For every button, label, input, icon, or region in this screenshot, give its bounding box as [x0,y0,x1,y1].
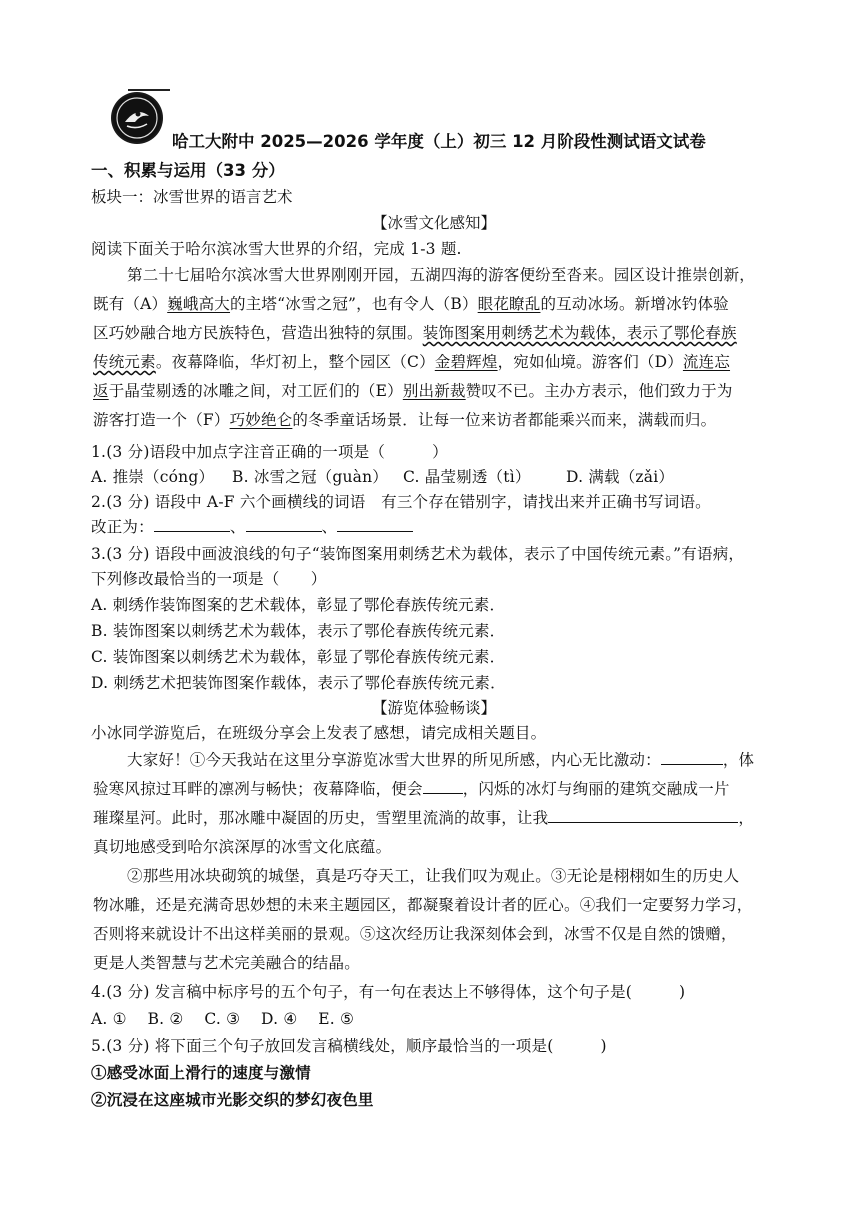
passage-line: 第二十七届哈尔滨冰雪大世界刚刚开园，五湖四海的游客便纷至沓来。园区设计推崇创新， [127,266,756,284]
word-d: 流连忘 [682,353,731,371]
speech-blank-3[interactable] [548,808,738,823]
answer-blank[interactable] [154,517,230,532]
speech-line [93,808,754,828]
question-1: 1.(3 分)语段中加点字注音正确的一项是（ ） [91,443,448,461]
passage-line [93,294,729,314]
word-d-end: 返 [93,382,109,400]
school-emblem-icon [111,92,163,144]
passage-line [93,323,737,343]
passage-text: 游客打造一个（F） [93,411,230,429]
speech-line: 真切地感受到哈尔滨深厚的冰雪文化底蕴。 [93,838,392,856]
wavy-sentence: 装饰图案用刺绣艺术为载体，表示了鄂伦春族 [422,324,737,342]
passage-text: 赞叹不已。主办方表示，他们致力于为 [465,382,733,400]
q2-answer-line[interactable]: 改正为： 、 、 [91,517,413,537]
passage-text: 既有（A） [93,295,168,313]
word-c: 金碧辉煌 [434,353,498,371]
question-3-cont: 下列修改最恰当的一项是（ ） [91,570,327,588]
speech-line: 更是人类智慧与艺术完美融合的结晶。 [93,954,360,972]
speech-line: 物冰雕，还是充满奇思妙想的未来主题园区，都凝聚着设计者的匠心。④我们一定要努力学习， [93,896,753,914]
q1-option-b[interactable]: B. 冰雪之冠（guàn） [232,468,388,486]
q3-option-c[interactable]: C. 装饰图案以刺绣艺术为载体，彰显了鄂伦春族传统元素． [91,648,506,666]
section-heading: 一、积累与运用（33 分） [91,161,285,180]
q1-option-d[interactable]: D. 满载（zǎi） [566,468,675,486]
q1-option-a[interactable]: A. 推崇（cóng） [91,468,215,486]
logo-top-line [128,89,170,91]
part2-heading: 【游览体验畅谈】 [371,699,496,717]
answer-blank[interactable] [246,517,322,532]
word-b: 眼花瞭乱 [477,295,541,313]
q5-sentence-2: ②沉浸在这座城市光影交织的梦幻夜色里 [91,1090,374,1109]
speech-text: ，体 [722,751,755,769]
question-4: 4.(3 分) 发言稿中标序号的五个句子，有一句在表达上不够得体，这个句子是( ) [91,983,686,1001]
passage-text: 的主塔“冰雪之冠”，也有令人（B） [230,295,478,313]
answer-blank[interactable] [337,517,413,532]
part2-intro: 小冰同学游览后，在班级分享会上发表了感想，请完成相关题目。 [91,724,547,742]
school-logo [111,92,163,144]
q4-options[interactable]: A. ① B. ② C. ③ D. ④ E. ⑤ [91,1010,355,1028]
speech-text: ，闪烁的冰灯与绚丽的建筑交融成一片 [462,780,730,798]
passage-text: 的互动冰场。新增冰钓体验 [540,295,729,313]
q3-option-b[interactable]: B. 装饰图案以刺绣艺术为载体，表示了鄂伦春族传统元素． [91,622,506,640]
word-e: 别出新裁 [402,382,466,400]
speech-blank-1[interactable] [661,750,723,765]
word-f: 巧妙绝仑 [229,411,293,429]
word-a: 巍峨高大 [167,295,231,313]
block-heading: 板块一：冰雪世界的语言艺术 [91,188,293,206]
speech-text: ， [738,809,755,827]
wavy-sentence-end: 传统元素 [93,353,156,371]
passage-text: 。夜幕降临，华灯初上，整个园区（C） [155,353,435,371]
q3-option-d[interactable]: D. 刺绣艺术把装饰图案作载体，表示了鄂伦春族传统元素． [91,674,506,692]
speech-line [93,779,730,799]
q5-sentence-1: ①感受冰面上滑行的速度与激情 [91,1063,311,1082]
question-3: 3.(3 分) 语段中画波浪线的句子“装饰图案用刺绣艺术为载体，表示了中国传统元素。”有语病， [91,545,745,563]
passage-text: 的冬季童话场景．让每一位来访者都能乘兴而来，满载而归。 [292,411,717,429]
passage-text: ，宛如仙境。游客们（D） [497,353,683,371]
speech-text: 璀璨星河。此时，那冰雕中凝固的历史，雪塑里流淌的故事，让我 [93,809,549,827]
speech-blank-2[interactable] [423,779,463,794]
passage-text: 区巧妙融合地方民族特色，营造出独特的氛围。 [93,324,423,342]
passage-text: 于晶莹剔透的冰雕之间，对工匠们的（E） [108,382,403,400]
question-2: 2.(3 分) 语段中 A-F 六个画横线的词语 有三个存在错别字，请找出来并正确书写词语。 [91,493,711,511]
page-title: 哈工大附中 2025—2026 学年度（上）初三 12 月阶段性测试语文试卷 [172,132,706,151]
part1-intro: 阅读下面关于哈尔滨冰雪大世界的介绍，完成 1-3 题. [91,240,462,258]
q3-option-a[interactable]: A. 刺绣作装饰图案的艺术载体，彰显了鄂伦春族传统元素． [91,596,506,614]
speech-text: 大家好！①今天我站在这里分享游览冰雪大世界的所见所感，内心无比激动： [127,751,661,769]
part1-heading: 【冰雪文化感知】 [371,214,496,232]
passage-line [93,410,716,430]
speech-line: 否则将来就设计不出这样美丽的景观。⑤这次经历让我深刻体会到，冰雪不仅是自然的馈赠， [93,925,737,943]
q2-answer-label: 改正为： [91,518,154,536]
q1-option-c[interactable]: C. 晶莹剔透（tì） [403,468,531,486]
question-5: 5.(3 分) 将下面三个句子放回发言稿横线处，顺序最恰当的一项是( ) [91,1037,607,1055]
speech-line [127,750,754,770]
speech-text: 验寒风掠过耳畔的凛冽与畅快；夜幕降临，便会 [93,780,423,798]
passage-line [93,381,733,401]
speech-line: ②那些用冰块砌筑的城堡，真是巧夺天工，让我们叹为观止。③无论是栩栩如生的历史人 [127,867,740,885]
passage-line [93,352,730,372]
